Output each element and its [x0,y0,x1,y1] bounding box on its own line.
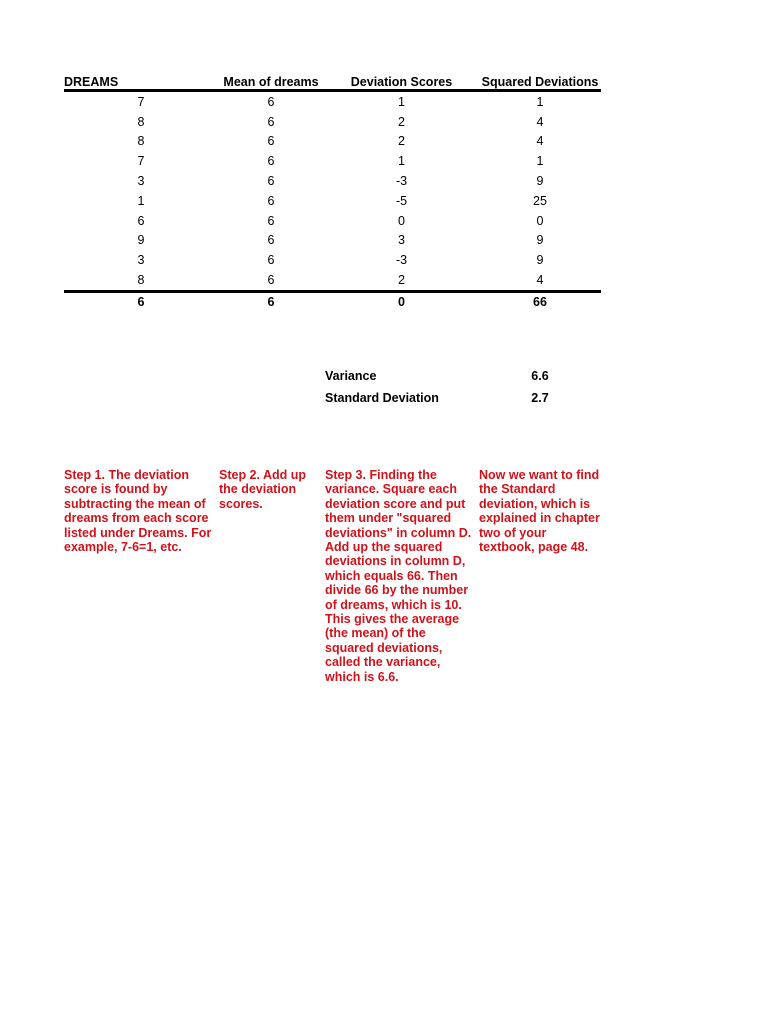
table-row [64,171,601,191]
squared-deviation-cell: 1 [536,154,544,169]
standard-deviation-label: Standard Deviation [325,390,439,405]
deviation-cell: -5 [395,193,408,208]
deviation-table [64,71,601,311]
step-1-note: Step 1. The deviation score is found by subtracting the mean of dreams from each score listed under Dreams. For example, 7-6=1, etc. [64,468,212,555]
deviation-cell: 2 [398,273,405,288]
mean-cell: 6 [267,94,275,109]
mean-cell: 6 [267,233,275,248]
squared-deviation-total: 66 [479,291,601,311]
step-3-note: Step 3. Finding the variance. Square each deviation score and put them under "squared deviations" in column D. Add up the squared deviations in column D, which equals 66. Then divide 66 by the number of dreams, which is 10. This gives the average (the mean) of the squared deviations, called the variance, which is 6.6. [325,468,472,684]
table-row [64,151,601,171]
deviation-cell: -3 [395,253,408,268]
mean-cell: 6 [267,154,275,169]
header-deviation-scores: Deviation Scores [324,71,479,91]
standard-deviation-note: Now we want to find the Standard deviation, which is explained in chapter two of your textbook, page 48. [479,468,600,555]
mean-cell: 6 [267,114,275,129]
dreams-cell: 1 [137,193,145,208]
mean-cell: 6 [267,174,275,189]
deviation-cell: 2 [398,114,405,129]
deviation-total: 0 [324,291,479,311]
deviation-cell: 3 [398,233,405,248]
squared-deviation-cell: 25 [533,193,547,208]
squared-deviation-cell: 1 [536,94,544,109]
dreams-cell: 7 [137,94,145,109]
squared-deviation-cell: 0 [536,213,544,228]
squared-deviation-cell: 4 [536,134,544,149]
dreams-cell: 8 [137,273,145,288]
table-row [64,270,601,291]
summary-block [325,369,601,412]
deviation-cell: 0 [398,213,405,228]
dreams-cell: 3 [137,174,145,189]
variance-label: Variance [325,369,377,383]
variance-row [325,369,601,391]
deviation-cell: 1 [398,94,405,109]
header-squared-deviations: Squared Deviations [479,71,601,91]
dreams-cell: 9 [137,233,145,248]
deviation-cell: -3 [395,174,408,189]
squared-deviation-cell: 4 [536,273,544,288]
table-row [64,191,601,211]
mean-cell: 6 [267,213,275,228]
totals-row [64,291,601,311]
squared-deviation-cell: 9 [536,253,544,268]
dreams-cell: 8 [137,114,145,129]
standard-deviation-value: 2.7 [531,390,549,405]
deviation-cell: 2 [398,134,405,149]
mean-cell: 6 [267,134,275,149]
dreams-total: 6 [64,291,218,311]
table-row [64,250,601,270]
variance-value: 6.6 [531,369,549,383]
standard-deviation-row [325,391,601,413]
mean-total: 6 [218,291,324,311]
dreams-cell: 8 [137,134,145,149]
dreams-cell: 3 [137,253,145,268]
dreams-cell: 7 [137,154,145,169]
step-2-note: Step 2. Add up the deviation scores. [219,468,307,511]
header-mean-of-dreams: Mean of dreams [218,71,324,91]
table-header-row [64,71,601,91]
table-row [64,112,601,132]
squared-deviation-cell: 9 [536,174,544,189]
table-row [64,211,601,231]
table-row [64,231,601,251]
table-row [64,132,601,152]
squared-deviation-cell: 9 [536,233,544,248]
dreams-cell: 6 [137,213,145,228]
header-dreams: DREAMS [64,71,218,91]
mean-cell: 6 [267,193,275,208]
squared-deviation-cell: 4 [536,114,544,129]
deviation-cell: 1 [398,154,405,169]
mean-cell: 6 [267,273,275,288]
table-row [64,91,601,112]
mean-cell: 6 [267,253,275,268]
